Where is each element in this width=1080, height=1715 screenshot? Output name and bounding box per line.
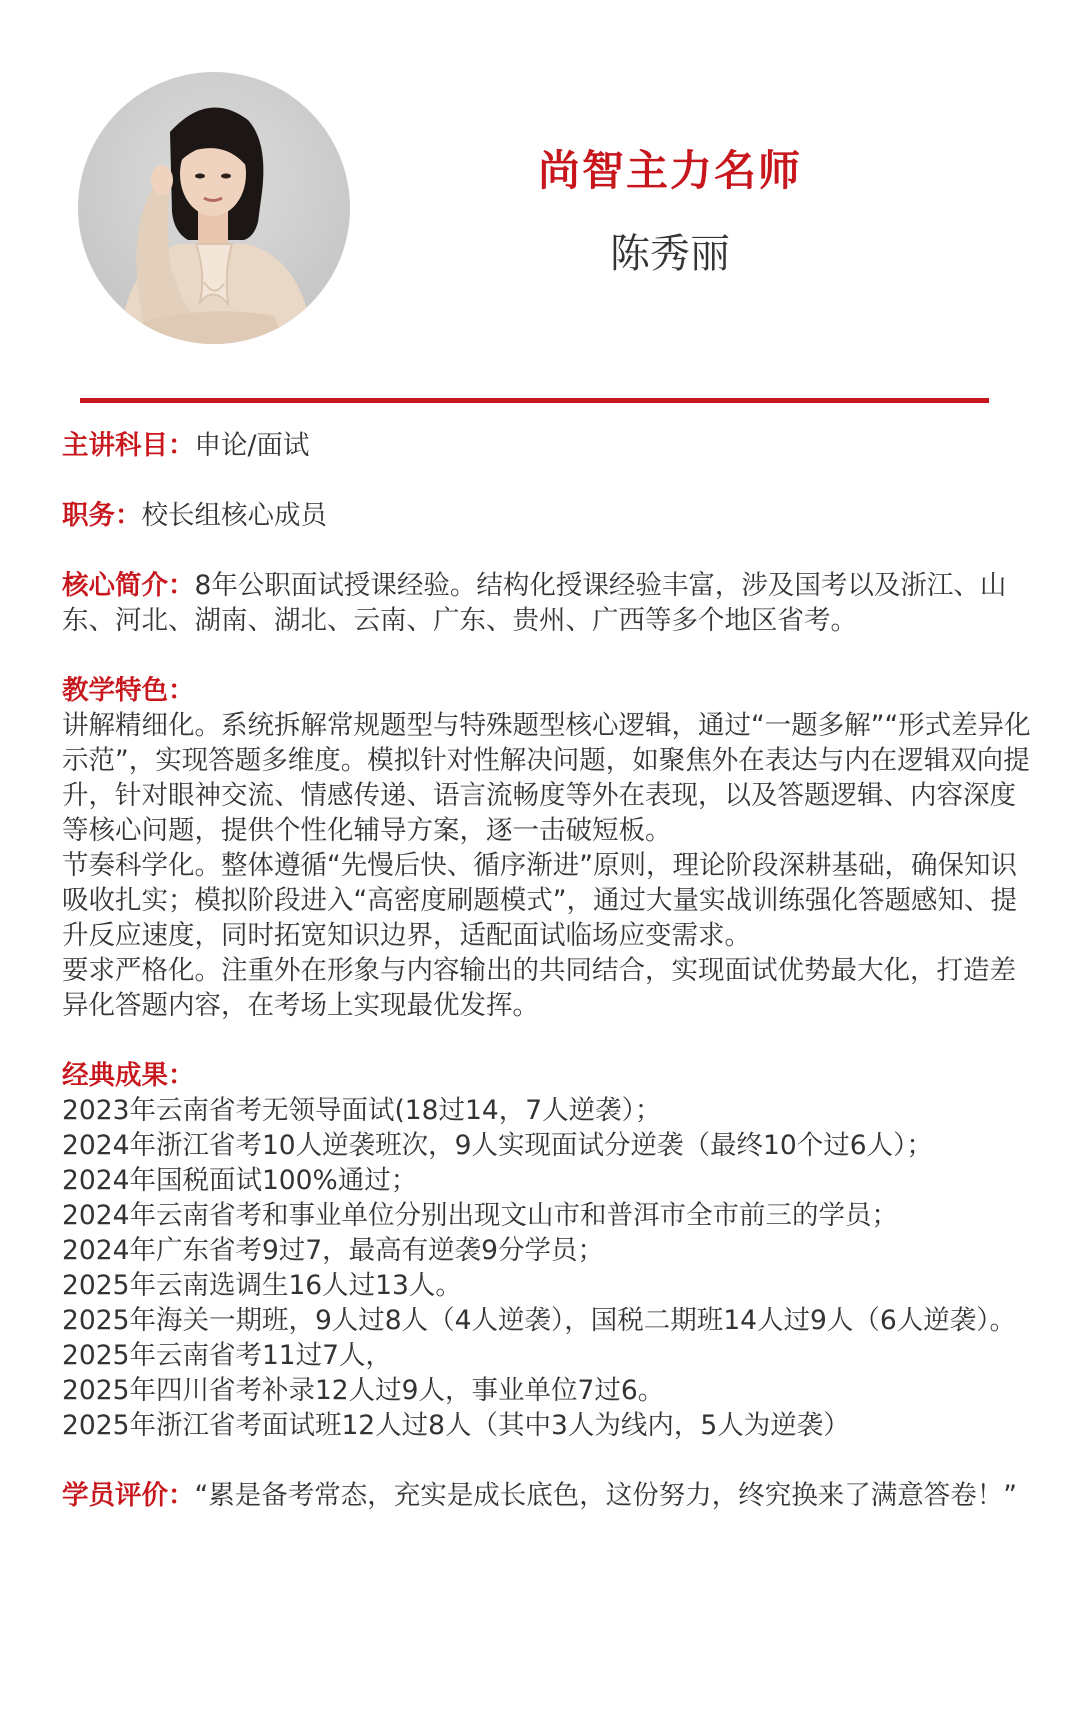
achievement-item: 2025年云南省考11过7人， <box>62 1340 393 1371</box>
teacher-avatar <box>78 72 350 344</box>
subject-label: 主讲科目： <box>62 430 195 461</box>
features-paragraph-3: 要求严格化。注重外在形象与内容输出的共同结合，实现面试优势最大化，打造差异化答题内容，在考场上实现最优发挥。 <box>62 955 1016 1021</box>
teacher-portrait-illustration <box>78 72 350 344</box>
achievement-item: 2024年国税面试100%通过； <box>62 1165 418 1196</box>
achievement-item: 2023年云南省考无领导面试(18过14，7人逆袭）； <box>62 1095 662 1126</box>
achievements-label: 经典成果： <box>62 1060 195 1091</box>
achievement-item: 2025年四川省考补录12人过9人，事业单位7过6。 <box>62 1375 665 1406</box>
achievements-section <box>62 1058 1037 1443</box>
intro-label: 核心简介： <box>62 570 195 601</box>
review-section <box>62 1478 1037 1513</box>
features-label: 教学特色： <box>62 675 195 706</box>
section-divider <box>80 398 989 403</box>
hero-title: 尚智主力名师 <box>537 146 802 195</box>
position-value: 校长组核心成员 <box>141 500 327 531</box>
position-label: 职务： <box>62 500 142 531</box>
intro-section <box>62 568 1037 638</box>
subject-value: 申论/面试 <box>194 430 310 461</box>
review-label: 学员评价： <box>62 1480 195 1511</box>
features-section <box>62 673 1037 1023</box>
achievement-item: 2024年广东省考9过7，最高有逆袭9分学员； <box>62 1235 605 1266</box>
achievement-item: 2025年海关一期班，9人过8人（4人逆袭），国税二期班14人过9人（6人逆袭）。 <box>62 1305 1016 1336</box>
features-paragraph-1: 讲解精细化。系统拆解常规题型与特殊题型核心逻辑，通过“一题多解”“形式差异化示范”，实现答题多维度。模拟针对性解决问题，如聚焦外在表达与内在逻辑双向提升，针对眼神交流、情感传递、语言流畅度等外在表现，以及答题逻辑、内容深度等核心问题，提供个性化辅导方案，逐一击破短板。 <box>62 710 1031 846</box>
review-value: “累是备考常态，充实是成长底色，这份努力，终究换来了满意答卷！” <box>194 1480 1017 1511</box>
achievement-item: 2025年云南选调生16人过13人。 <box>62 1270 462 1301</box>
subject-section <box>62 428 1037 463</box>
profile-content <box>62 428 1037 1513</box>
intro-value: 8年公职面试授课经验。结构化授课经验丰富，涉及国考以及浙江、山东、河北、湖南、湖北、云南、广东、贵州、广西等多个地区省考。 <box>62 570 1007 636</box>
achievement-item: 2024年云南省考和事业单位分别出现文山市和普洱市全市前三的学员； <box>62 1200 898 1231</box>
teacher-name: 陈秀丽 <box>610 231 730 277</box>
position-section <box>62 498 1037 533</box>
achievement-item: 2025年浙江省考面试班12人过8人（其中3人为线内，5人为逆袭） <box>62 1410 850 1441</box>
features-paragraph-2: 节奏科学化。整体遵循“先慢后快、循序渐进”原则，理论阶段深耕基础，确保知识吸收扎实；模拟阶段进入“高密度刷题模式”，通过大量实战训练强化答题感知、提升反应速度，同时拓宽知识边界，适配面试临场应变需求。 <box>62 850 1017 951</box>
achievement-item: 2024年浙江省考10人逆袭班次，9人实现面试分逆袭（最终10个过6人）； <box>62 1130 933 1161</box>
